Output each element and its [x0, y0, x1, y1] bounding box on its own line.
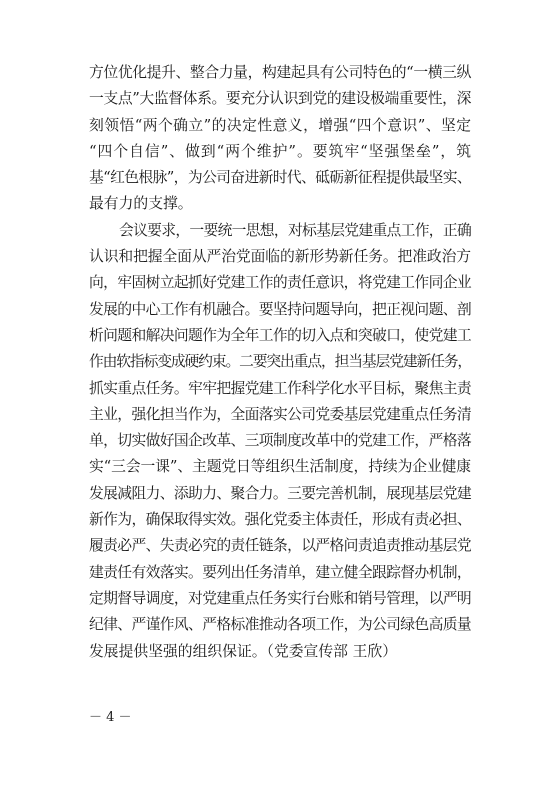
text-line: “四个自信”、做到“两个维护”。要筑牢“坚强堡垒”，筑	[89, 142, 471, 160]
text-line: 建责任有效落实。要列出任务清单，建立健全跟踪督办机制，	[89, 563, 471, 581]
text-line: 析问题和解决问题作为全年工作的切入点和突破口，使党建工	[89, 326, 471, 344]
page-number: － 4 －	[89, 710, 132, 725]
text-line: 抓实重点任务。牢牢把握党建工作科学化水平目标，聚焦主责	[89, 379, 471, 397]
text-line: 基“红色根脉”，为公司奋进新时代、砥砺新征程提供最坚实、	[89, 169, 471, 187]
text-line: 最有力的支撑。	[89, 195, 193, 213]
text-line: 方位优化提升、整合力量，构建起具有公司特色的“一横三纵	[89, 64, 471, 81]
text-line: 一支点”大监督体系。要充分认识到党的建设极端重要性，深	[89, 90, 471, 108]
text-line: 作由软指标变成硬约束。二要突出重点，担当基层党建新任务，	[89, 353, 471, 371]
text-line: 主业，强化担当作为，全面落实公司党委基层党建重点任务清	[89, 405, 471, 423]
text-line: 认识和把握全面从严治党面临的新形势新任务。把准政治方	[89, 248, 471, 266]
text-line: 发展的中心工作有机融合。要坚持问题导向，把正视问题、剖	[89, 300, 471, 318]
document-body	[89, 60, 471, 665]
text-line: 单，切实做好国企改革、三项制度改革中的党建工作，严格落	[89, 432, 471, 450]
text-line: 新作为，确保取得实效。强化党委主体责任，形成有责必担、	[89, 511, 471, 529]
text-line: 纪律、严谨作风、严格标准推动各项工作，为公司绿色高质量	[89, 616, 471, 634]
paragraph-1	[89, 60, 471, 218]
text-line: 向，牢固树立起抓好党建工作的责任意识，将党建工作同企业	[89, 274, 471, 292]
paragraph-2	[89, 218, 471, 665]
text-line: 定期督导调度，对党建重点任务实行台账和销号管理，以严明	[89, 589, 471, 607]
text-line: 会议要求，一要统一思想，对标基层党建重点工作，正确	[119, 221, 471, 239]
text-line: 发展减阻力、添助力、聚合力。三要完善机制，展现基层党建	[89, 484, 471, 502]
text-line: 履责必严、失责必究的责任链条，以严格问责追责推动基层党	[89, 537, 471, 555]
text-line: 实“三会一课”、主题党日等组织生活制度，持续为企业健康	[89, 458, 471, 476]
text-line: 发展提供坚强的组织保证。（党委宣传部 王欣）	[89, 642, 398, 660]
text-line: 刻领悟“两个确立”的决定性意义，增强“四个意识”、坚定	[89, 116, 471, 134]
